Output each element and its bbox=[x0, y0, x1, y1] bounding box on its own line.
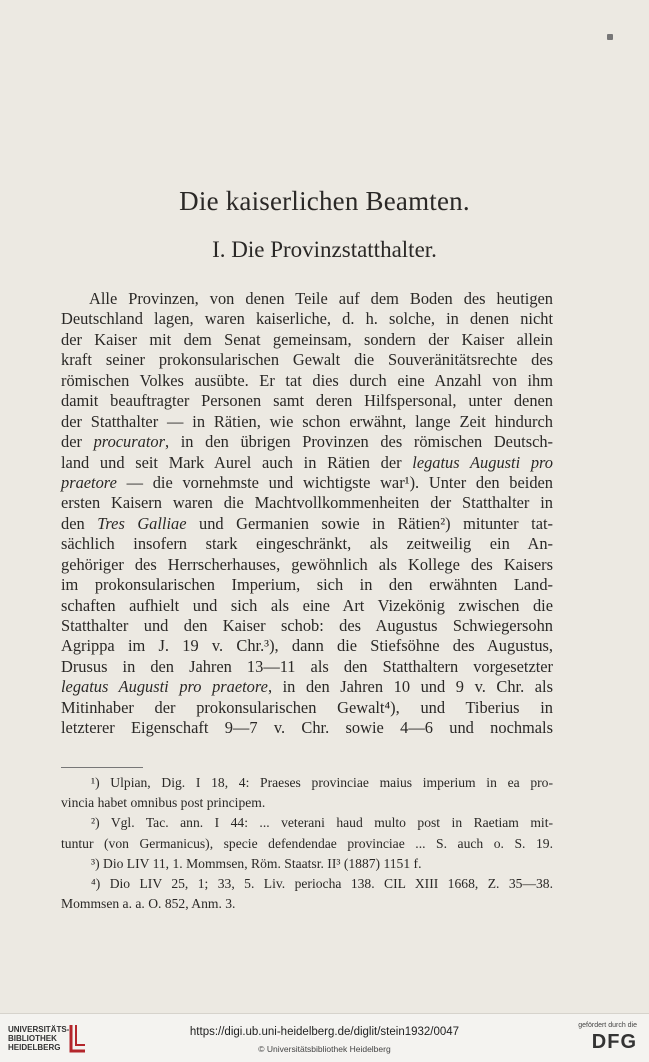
footnote-line: Mommsen a. a. O. 852, Anm. 3. bbox=[61, 896, 236, 912]
chapter-title: Die kaiserlichen Beamten. bbox=[179, 186, 470, 216]
scan-mark bbox=[607, 34, 613, 40]
body-line: der Kaiser mit dem Senat gemeinsam, sondern der Kaiser allein bbox=[61, 329, 553, 349]
body-text bbox=[61, 289, 553, 739]
body-line: Agrippa im J. 19 v. Chr.³), dann die Stiefsöhne des Augustus, bbox=[61, 636, 553, 656]
body-line: legatus Augusti pro praetore, in den Jahren 10 und 9 v. Chr. als bbox=[61, 677, 553, 697]
body-line: praetore — die vornehmste und wichtigste war¹). Unter den beiden bbox=[61, 472, 553, 492]
footnote-line: ¹) Ulpian, Dig. I 18, 4: Praeses provinciae maius imperium in ea pro- bbox=[91, 775, 553, 790]
body-line: ersten Kaisern waren die Machtvollkommenheiten der Statthalter in bbox=[61, 493, 553, 513]
body-line: damit beauftragter Personen samt deren Hilfspersonal, unter denen bbox=[61, 391, 553, 411]
body-line: gehöriger des Herrscherhauses, gewöhnlich als Kollege des Kaisers bbox=[61, 554, 553, 574]
body-line: Statthalter und den Kaiser schob: des Augustus Schwiegersohn bbox=[61, 616, 553, 635]
footnotes bbox=[61, 773, 553, 914]
footnote-line: ³) Dio LIV 11, 1. Mommsen, Röm. Staatsr. II³ (1887) 1151 f. bbox=[91, 855, 422, 871]
body-line: den Tres Galliae und Germanien sowie in Rätien²) mitunter tat- bbox=[61, 513, 553, 533]
body-line: letzterer Eigenschaft 9—7 v. Chr. sowie 4—6 und nochmals bbox=[61, 718, 553, 738]
body-line: der procurator, in den übrigen Provinzen des römischen Deutsch- bbox=[61, 432, 554, 452]
footnote-line: vincia habet omnibus post principem. bbox=[61, 795, 266, 811]
library-logo-line: BIBLIOTHEK bbox=[8, 1034, 57, 1043]
footnote-line: ⁴) Dio LIV 25, 1; 33, 5. Liv. periocha 138. CIL XIII 1668, Z. 35—38. bbox=[91, 875, 553, 891]
footnote-line: tuntur (von Germanicus), specie defendendae provinciae ... S. auch o. S. 19. bbox=[61, 835, 553, 851]
body-line: im prokonsularischen Imperium, sich in den erwähnten Land- bbox=[61, 575, 553, 595]
body-line: kraft seiner prokonsularischen Gewalt die Souveränitätsrechte des bbox=[61, 350, 553, 370]
permalink-link[interactable]: https://digi.ub.uni-heidelberg.de/diglit/stein1932/0047 bbox=[189, 1026, 460, 1038]
body-line: römischen Volkes ausübte. Er tat dies durch eine Anzahl von ihm bbox=[61, 370, 553, 390]
body-line: land und seit Mark Aurel auch in Rätien der legatus Augusti pro bbox=[61, 452, 553, 472]
body-line: Mitinhaber der prokonsularischen Gewalt⁴), und Tiberius in bbox=[61, 697, 553, 717]
copyright-notice: © Universitätsbibliothek Heidelberg bbox=[258, 1044, 391, 1054]
funder-logo[interactable] bbox=[557, 1022, 637, 1054]
body-line: schaften aufhielt und sich als eine Art Vizekönig zwischen die bbox=[61, 595, 553, 615]
viewer-footer bbox=[0, 1013, 649, 1062]
funder-note: gefördert durch die bbox=[578, 1022, 637, 1029]
body-line: Alle Provinzen, von denen Teile auf dem Boden des heutigen bbox=[89, 289, 553, 308]
body-line: Deutschland lagen, waren kaiserliche, d. h. solche, in denen nicht bbox=[61, 309, 553, 329]
footnote-divider bbox=[61, 767, 143, 768]
body-line: sächlich insofern stark eingeschränkt, als zeitweilig ein An- bbox=[61, 534, 553, 554]
footnote-line: ²) Vgl. Tac. ann. I 44: ... veterani haud multo post in Raetiam mit- bbox=[91, 815, 553, 831]
library-logo-line: UNIVERSITÄTS- bbox=[8, 1025, 70, 1034]
body-line: Drusus in den Jahren 13—11 als den Statthaltern vorgesetzter bbox=[61, 656, 553, 676]
dfg-logo: DFG bbox=[591, 1031, 637, 1053]
section-title: I. Die Provinzstatthalter. bbox=[212, 237, 437, 262]
library-logo-line: HEIDELBERG bbox=[8, 1043, 61, 1052]
body-line: der Statthalter — in Rätien, wie schon erwähnt, lange Zeit hindurch bbox=[61, 411, 553, 431]
